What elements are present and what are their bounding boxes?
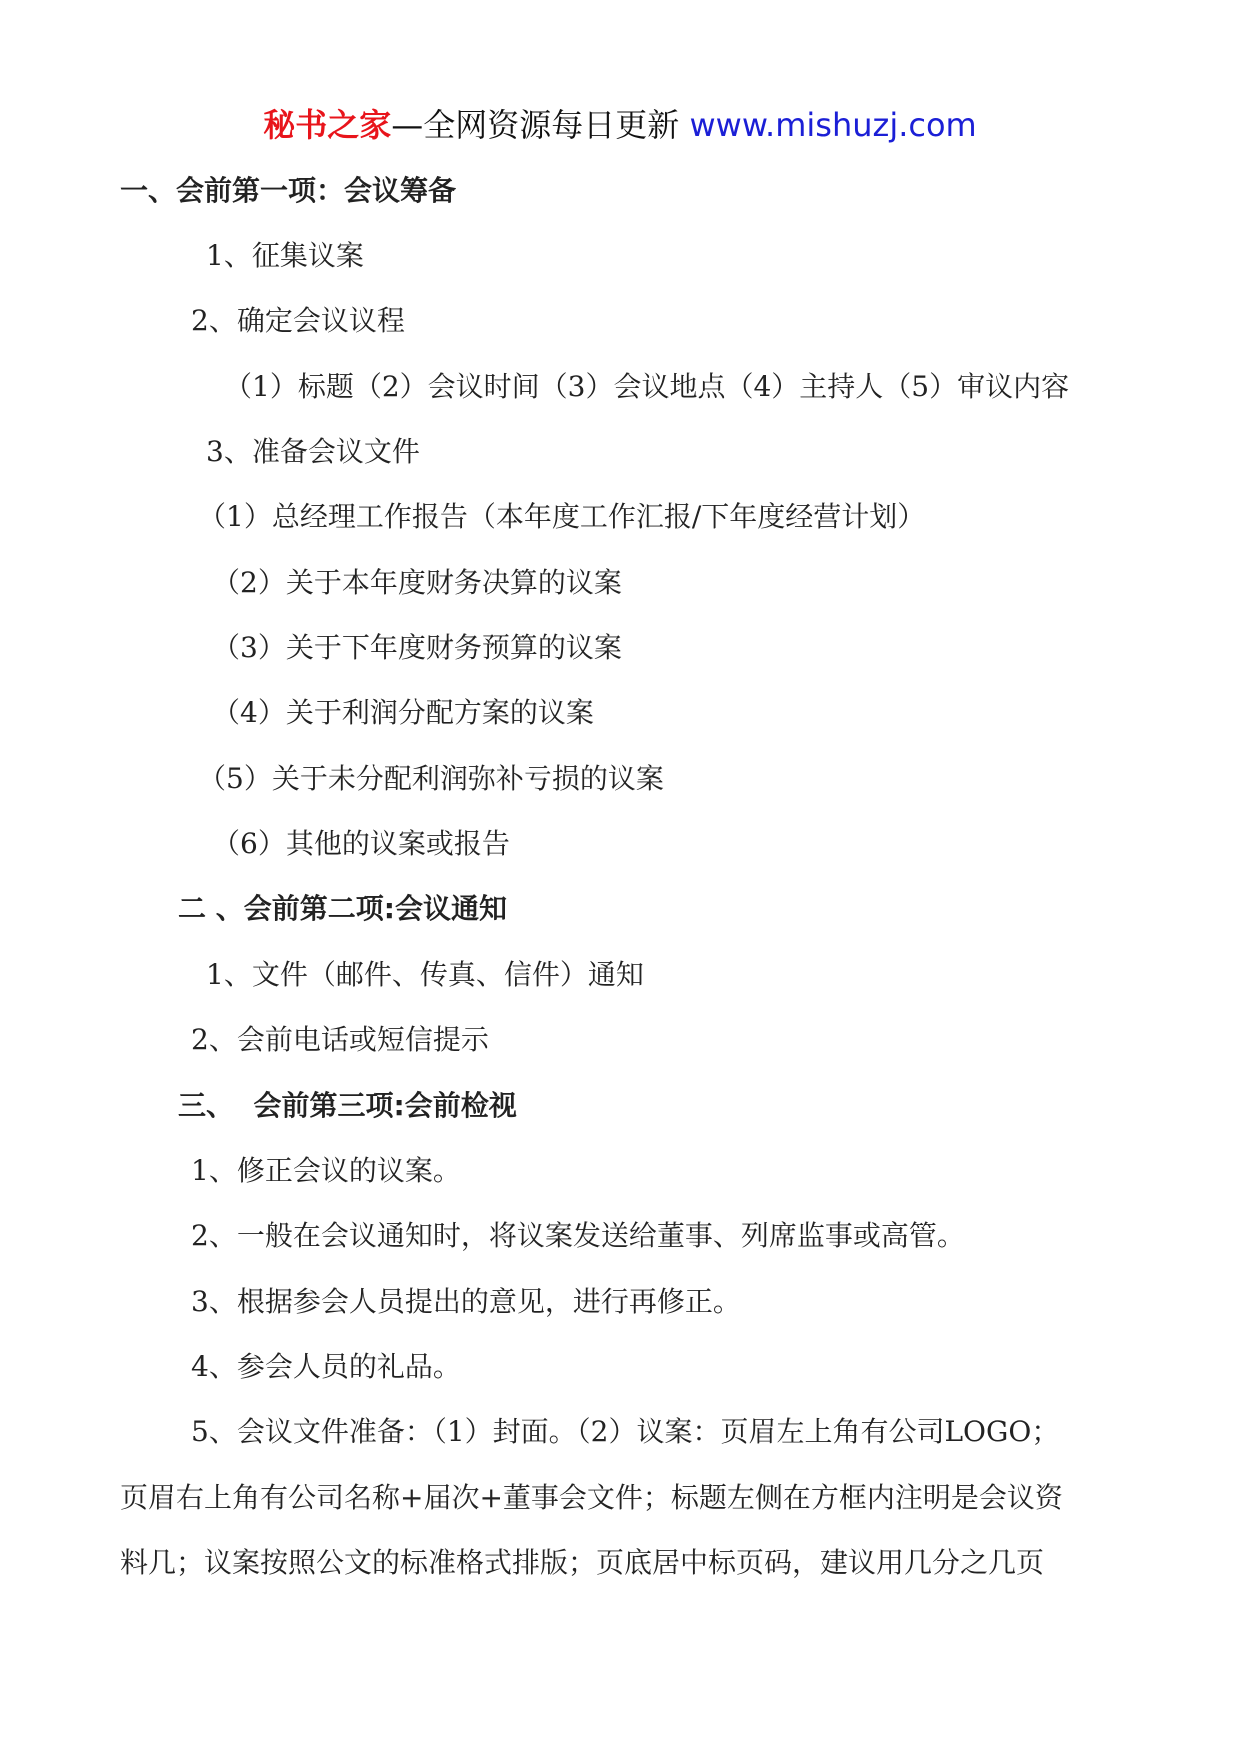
list-item: 4、参会人员的礼品。 <box>191 1350 461 1383</box>
section-2-heading: 二 、会前第二项:会议通知 <box>178 892 507 925</box>
site-url-link[interactable]: www.mishuzj.com <box>689 106 977 144</box>
section-3-heading: 三、 会前第三项:会前检视 <box>178 1089 517 1122</box>
list-item: 3、根据参会人员提出的意见，进行再修正。 <box>191 1285 741 1318</box>
list-item: 1、征集议案 <box>206 239 364 272</box>
section-1-heading: 一、会前第一项：会议筹备 <box>120 174 457 207</box>
list-item: 2、确定会议议程 <box>191 304 405 337</box>
site-brand: 秘书之家 <box>263 106 392 144</box>
list-item: （3）关于下年度财务预算的议案 <box>212 631 622 664</box>
site-slogan: —全网资源每日更新 <box>391 106 690 144</box>
paragraph-line: 页眉右上角有公司名称+届次+董事会文件；标题左侧在方框内注明是会议资 <box>120 1481 1063 1514</box>
list-item: （6）其他的议案或报告 <box>212 827 510 860</box>
list-item: 2、一般在会议通知时，将议案发送给董事、列席监事或高管。 <box>191 1219 965 1252</box>
list-item: 1、文件（邮件、传真、信件）通知 <box>206 958 644 991</box>
list-item: （5）关于未分配利润弥补亏损的议案 <box>198 762 664 795</box>
list-item: （2）关于本年度财务决算的议案 <box>212 566 622 599</box>
list-item: （1）总经理工作报告（本年度工作汇报/下年度经营计划） <box>198 500 926 533</box>
list-item: （4）关于利润分配方案的议案 <box>212 696 594 729</box>
paragraph-line: 5、会议文件准备：（1）封面。（2）议案：页眉左上角有公司LOGO； <box>191 1415 1060 1448</box>
paragraph-line: 料几；议案按照公文的标准格式排版；页底居中标页码，建议用几分之几页 <box>120 1546 1045 1579</box>
site-banner <box>0 98 1240 152</box>
list-item: 2、会前电话或短信提示 <box>191 1023 489 1056</box>
list-item: 3、准备会议文件 <box>206 435 420 468</box>
agenda-detail-line: （1）标题（2）会议时间（3）会议地点（4）主持人（5）审议内容 <box>224 370 1070 403</box>
list-item: 1、修正会议的议案。 <box>191 1154 461 1187</box>
